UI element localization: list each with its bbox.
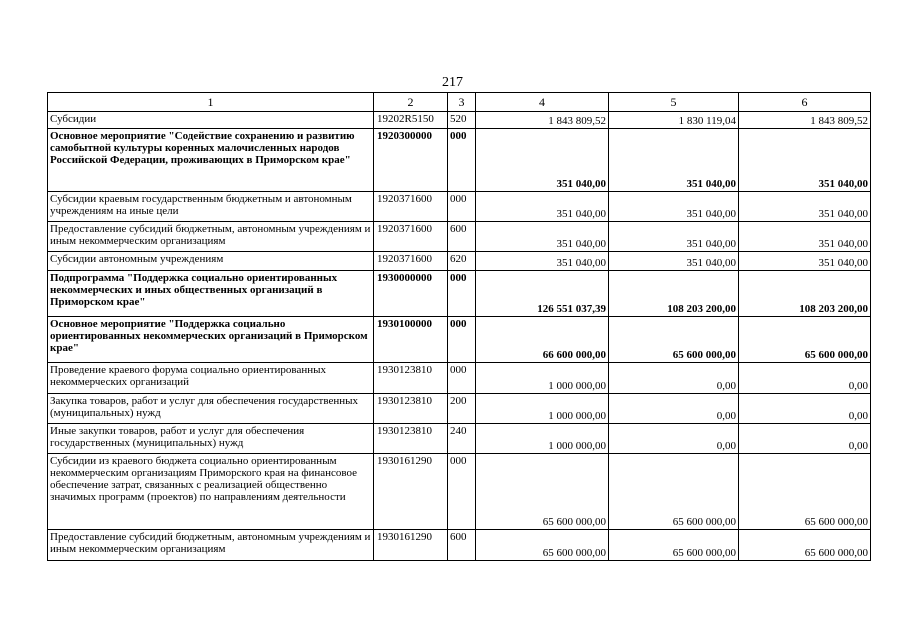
amount-col-6: 351 040,00 (739, 222, 871, 252)
expense-type-code: 000 (448, 317, 476, 363)
target-article-code: 1920371600 (374, 192, 448, 222)
amount-col-4: 1 000 000,00 (476, 363, 609, 394)
row-name: Основное мероприятие "Содействие сохранению и развитию самобытной культуры коренных малочисленных народов Российской Федерации, проживающих в Приморском крае" (48, 129, 374, 192)
row-name: Основное мероприятие "Поддержка социально ориентированных некоммерческих организаций в Приморском крае" (48, 317, 374, 363)
table-row (48, 129, 871, 192)
expense-type-code: 520 (448, 112, 476, 129)
table-header-row (48, 93, 871, 112)
target-article-code: 19202R5150 (374, 112, 448, 129)
row-name: Проведение краевого форума социально ориентированных некоммерческих организаций (48, 363, 374, 394)
amount-col-4: 126 551 037,39 (476, 271, 609, 317)
amount-col-4: 351 040,00 (476, 222, 609, 252)
amount-col-4: 351 040,00 (476, 129, 609, 192)
table-row (48, 112, 871, 129)
expense-type-code: 200 (448, 394, 476, 424)
target-article-code: 1930161290 (374, 454, 448, 530)
amount-col-5: 0,00 (609, 394, 739, 424)
amount-col-4: 1 843 809,52 (476, 112, 609, 129)
amount-col-5: 65 600 000,00 (609, 530, 739, 561)
amount-col-5: 65 600 000,00 (609, 317, 739, 363)
column-header: 5 (609, 93, 739, 112)
row-name: Субсидии автономным учреждениям (48, 252, 374, 271)
target-article-code: 1920371600 (374, 252, 448, 271)
row-name: Субсидии (48, 112, 374, 129)
amount-col-6: 0,00 (739, 424, 871, 454)
amount-col-5: 0,00 (609, 424, 739, 454)
budget-table (47, 92, 871, 561)
row-name: Предоставление субсидий бюджетным, автономным учреждениям и иным некоммерческим организациям (48, 222, 374, 252)
target-article-code: 1930161290 (374, 530, 448, 561)
table-row (48, 530, 871, 561)
amount-col-6: 65 600 000,00 (739, 317, 871, 363)
target-article-code: 1920300000 (374, 129, 448, 192)
table-row (48, 252, 871, 271)
amount-col-5: 351 040,00 (609, 192, 739, 222)
table-row (48, 454, 871, 530)
target-article-code: 1930123810 (374, 363, 448, 394)
page-number: 217 (442, 75, 463, 90)
expense-type-code: 600 (448, 222, 476, 252)
row-name: Субсидии краевым государственным бюджетным и автономным учреждениям на иные цели (48, 192, 374, 222)
amount-col-5: 1 830 119,04 (609, 112, 739, 129)
amount-col-4: 351 040,00 (476, 192, 609, 222)
row-name: Подпрограмма "Поддержка социально ориентированных некоммерческих и иных общественных организаций в Приморском крае" (48, 271, 374, 317)
target-article-code: 1930123810 (374, 424, 448, 454)
amount-col-4: 65 600 000,00 (476, 530, 609, 561)
target-article-code: 1920371600 (374, 222, 448, 252)
expense-type-code: 000 (448, 271, 476, 317)
amount-col-4: 1 000 000,00 (476, 394, 609, 424)
table-row (48, 394, 871, 424)
column-header: 3 (448, 93, 476, 112)
amount-col-4: 351 040,00 (476, 252, 609, 271)
amount-col-5: 351 040,00 (609, 129, 739, 192)
amount-col-5: 351 040,00 (609, 252, 739, 271)
amount-col-5: 108 203 200,00 (609, 271, 739, 317)
expense-type-code: 600 (448, 530, 476, 561)
table-row (48, 192, 871, 222)
row-name: Субсидии из краевого бюджета социально ориентированным некоммерческим организациям Приморского края на финансовое обеспечение затрат, связанных с реализацией общественно значимых программ (проектов) по направлениям деятельности (48, 454, 374, 530)
amount-col-6: 65 600 000,00 (739, 530, 871, 561)
row-name: Иные закупки товаров, работ и услуг для обеспечения государственных (муниципальных) нужд (48, 424, 374, 454)
expense-type-code: 000 (448, 454, 476, 530)
column-header: 2 (374, 93, 448, 112)
expense-type-code: 000 (448, 363, 476, 394)
expense-type-code: 000 (448, 129, 476, 192)
amount-col-6: 0,00 (739, 394, 871, 424)
amount-col-6: 351 040,00 (739, 252, 871, 271)
amount-col-6: 108 203 200,00 (739, 271, 871, 317)
expense-type-code: 240 (448, 424, 476, 454)
column-header: 4 (476, 93, 609, 112)
amount-col-6: 0,00 (739, 363, 871, 394)
column-header: 6 (739, 93, 871, 112)
amount-col-6: 351 040,00 (739, 129, 871, 192)
column-header: 1 (48, 93, 374, 112)
target-article-code: 1930100000 (374, 317, 448, 363)
amount-col-5: 65 600 000,00 (609, 454, 739, 530)
expense-type-code: 620 (448, 252, 476, 271)
amount-col-6: 1 843 809,52 (739, 112, 871, 129)
table-row (48, 424, 871, 454)
table-row (48, 222, 871, 252)
table-row (48, 271, 871, 317)
amount-col-4: 66 600 000,00 (476, 317, 609, 363)
row-name: Предоставление субсидий бюджетным, автономным учреждениям и иным некоммерческим организациям (48, 530, 374, 561)
amount-col-5: 0,00 (609, 363, 739, 394)
amount-col-6: 65 600 000,00 (739, 454, 871, 530)
expense-type-code: 000 (448, 192, 476, 222)
amount-col-4: 1 000 000,00 (476, 424, 609, 454)
amount-col-5: 351 040,00 (609, 222, 739, 252)
row-name: Закупка товаров, работ и услуг для обеспечения государственных (муниципальных) нужд (48, 394, 374, 424)
target-article-code: 1930123810 (374, 394, 448, 424)
table-row (48, 363, 871, 394)
amount-col-4: 65 600 000,00 (476, 454, 609, 530)
table-row (48, 317, 871, 363)
amount-col-6: 351 040,00 (739, 192, 871, 222)
target-article-code: 1930000000 (374, 271, 448, 317)
